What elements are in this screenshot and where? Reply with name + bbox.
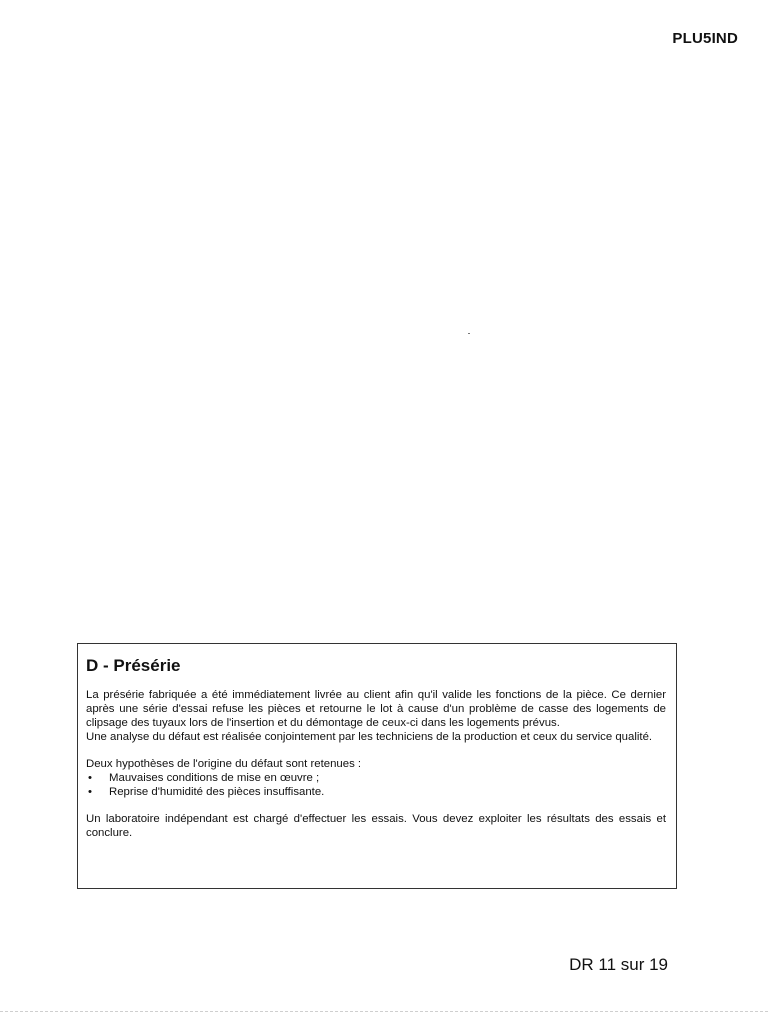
hypotheses-intro: Deux hypothèses de l'origine du défaut sont retenues :: [86, 758, 362, 770]
spacer: [86, 744, 666, 757]
paragraph-context: La présérie fabriquée a été immédiatement livrée au client afin qu'il valide les fonctions de la pièce. Ce dernier après une série d'essai refuse les pièces et retourne le lot à cause d'un problème de casse des logements de clipsage des tuyaux lors de l'insertion et du démontage de ceux-ci dans les logements prévus.: [86, 689, 666, 729]
footer-divider: [0, 1011, 768, 1012]
list-item: • Reprise d'humidité des pièces insuffisante.: [86, 785, 666, 799]
section-title: D - Présérie: [86, 656, 181, 675]
section-box: [77, 643, 677, 889]
spacer: [86, 799, 666, 812]
list-item: • Mauvaises conditions de mise en œuvre ;: [86, 771, 666, 785]
paragraph-analysis: Une analyse du défaut est réalisée conjointement par les techniciens de la production et ceux du service qualité.: [86, 731, 653, 743]
document-code: PLU5IND: [672, 30, 738, 47]
paragraph-conclusion: Un laboratoire indépendant est chargé d'effectuer les essais. Vous devez exploiter les résultats des essais et conclure.: [86, 813, 666, 839]
page-number: DR 11 sur 19: [569, 955, 668, 974]
scan-speck: [468, 333, 470, 334]
hypotheses-list: [86, 771, 666, 799]
